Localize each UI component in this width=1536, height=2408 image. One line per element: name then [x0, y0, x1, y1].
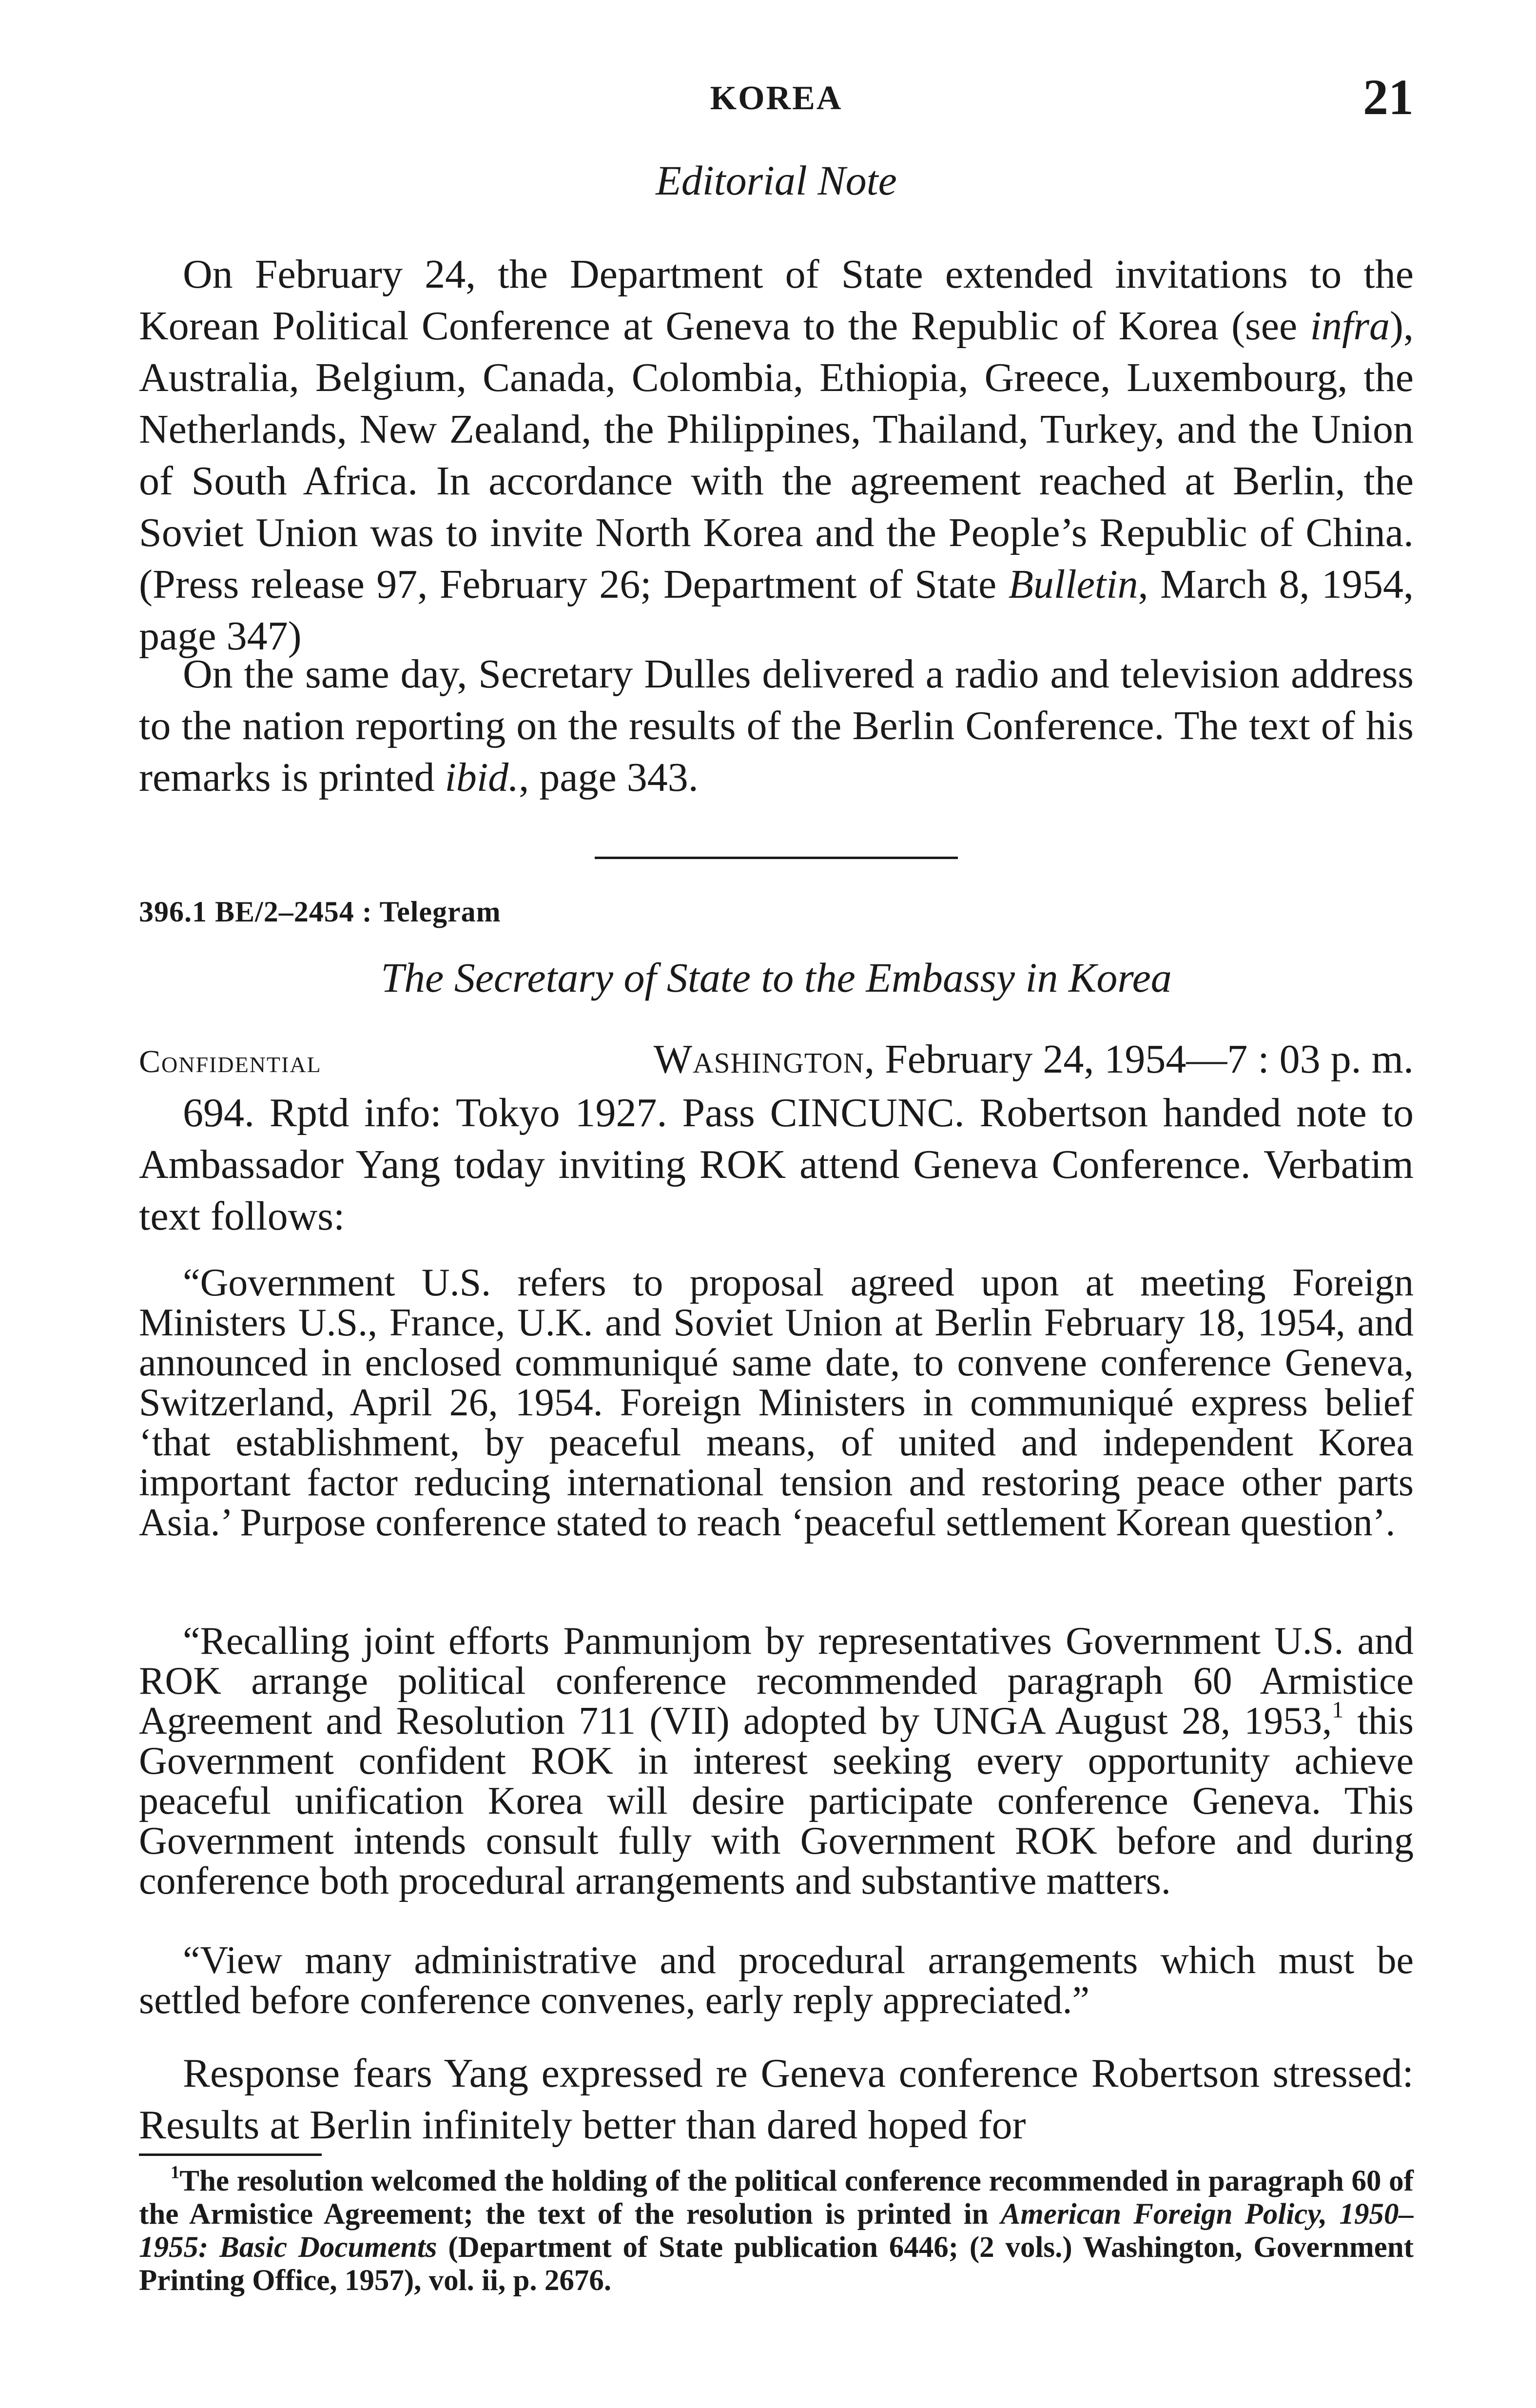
footnote-marker: 1	[171, 2162, 180, 2182]
text-run: (Department of State publication 6446; (2 vols.) Washington, Government Printing Office, 1957), vol. ii, p. 2676.	[139, 2231, 1414, 2297]
dateline	[139, 1034, 1414, 1087]
text-run: this Government confident ROK in interest seeking every opportunity achieve peaceful unification Korea will desire participate conference Geneva. This Government intends consult fully with Government ROK before and during conference both procedural arrangements and substantive matters.	[139, 1700, 1414, 1902]
place: Washington	[653, 1037, 865, 1082]
page-number: 21	[1363, 69, 1414, 125]
editorial-note-heading: Editorial Note	[656, 157, 897, 204]
text-run: , page 343.	[519, 755, 699, 800]
quoted-note-paragraph-1: “Government U.S. refers to proposal agreed upon at meeting Foreign Ministers U.S., France, U.K. and Soviet Union at Berlin February 18, 1954, and announced in enclosed communiqué same date, to convene conference Geneva, Switzerland, April 26, 1954. Foreign Ministers in communiqué express belief ‘that establishment, by peaceful means, of united and independent Korea important factor reducing international tension and restoring peace other parts Asia.’ Purpose conference stated to reach ‘peaceful settlement Korean question’.	[139, 1261, 1414, 1544]
italic-text-run: ibid.	[445, 755, 519, 800]
telegram-closing: Response fears Yang expressed re Geneva conference Robertson stressed: Results at Berlin infinitely better than dared hoped for	[139, 2051, 1414, 2148]
telegram-opening: 694. Rptd info: Tokyo 1927. Pass CINCUNC. Robertson handed note to Ambassador Yang today inviting ROK attend Geneva Conference. Verbatim text follows:	[139, 1090, 1414, 1239]
footnote-divider	[139, 2153, 322, 2156]
footnote	[139, 2162, 1414, 2297]
italic-text-run: Bulletin	[1008, 562, 1138, 607]
text-run: , March 8, 1954, page 347)	[139, 562, 1414, 659]
text-run: ), Australia, Belgium, Canada, Colombia, Ethiopia, Greece, Luxembourg, the Netherlands, New Zealand, the Philippines, Thailand, Turkey, and the Union of South Africa. In accordance with the agreement reached at Berlin, the Soviet Union was to invite North Korea and the People’s Republic of China. (Press release 97, February 26; Department of State	[139, 303, 1414, 607]
italic-text-run: infra	[1310, 303, 1390, 349]
editorial-note-paragraph-1	[139, 249, 1414, 662]
text-run: On February 24, the Department of State extended invitations to the Korean Political Conference at Geneva to the Republic of Korea (see	[139, 252, 1414, 349]
document-reference: 396.1 BE/2–2454 : Telegram	[139, 896, 501, 928]
text-run: The resolution welcomed the holding of the political conference recommended in paragraph 60 of the Armistice Agreement; the text of the resolution is printed in	[139, 2165, 1414, 2231]
running-head	[139, 68, 1414, 132]
footnote-reference: 1	[1332, 1697, 1344, 1723]
quoted-note-paragraph-3: “View many administrative and procedural arrangements which must be settled before conference convenes, early reply appreciated.”	[139, 1939, 1414, 2022]
date: , February 24, 1954—7 : 03 p. m.	[864, 1037, 1414, 1082]
place-and-date	[654, 1034, 1414, 1085]
classification-label: Confidential	[139, 1044, 322, 1079]
running-head-title: KOREA	[710, 79, 843, 117]
quoted-note-paragraph-2	[139, 1621, 1414, 1901]
document-title: The Secretary of State to the Embassy in Korea	[381, 954, 1172, 1001]
text-run: “Recalling joint efforts Panmunjom by representatives Government U.S. and ROK arrange political conference recommended paragraph 60 Armistice Agreement and Resolution 711 (VII) adopted by UNGA August 28, 1953,	[139, 1620, 1414, 1742]
italic-text-run: American Foreign Policy, 1950–1955: Basic Documents	[139, 2198, 1414, 2264]
section-divider	[595, 857, 958, 859]
editorial-note-paragraph-2	[139, 648, 1414, 803]
text-run: On the same day, Secretary Dulles delivered a radio and television address to the nation reporting on the results of the Berlin Conference. The text of his remarks is printed	[139, 651, 1414, 800]
